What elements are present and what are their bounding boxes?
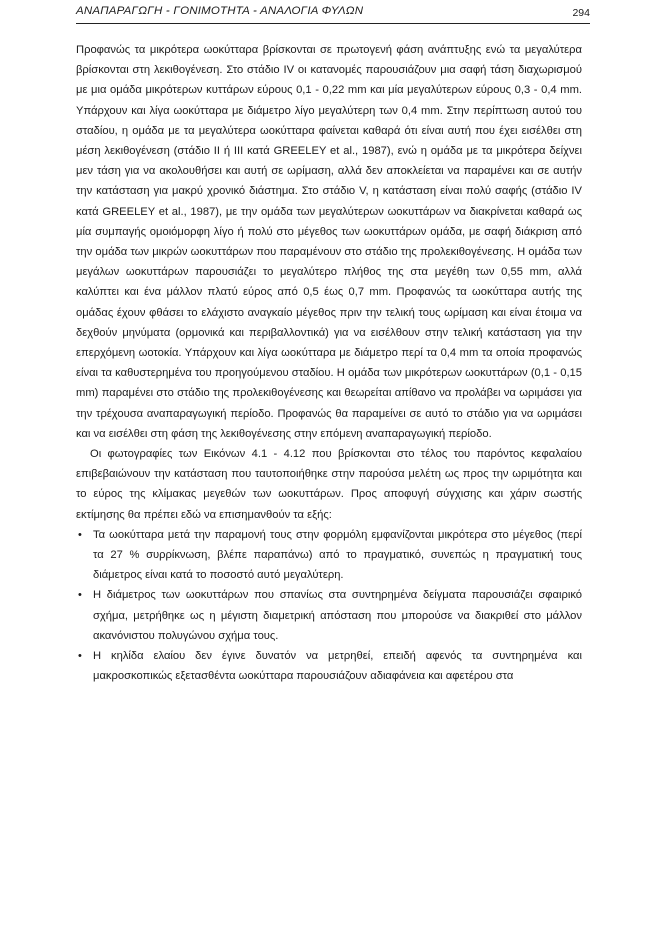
running-header — [76, 5, 590, 24]
bullet-item — [76, 585, 582, 646]
bullet-text: Τα ωοκύτταρα μετά την παραμονή τους στην φορμόλη εμφανίζονται μικρότερα στο μέγεθος (περί τα 27 % συρρίκνωση, βλέπε παραπάνω) από το πραγματικό, συνεπώς η πραγματική τους διάμετρος είναι κατά το ποσοστό αυτό μεγαλύτερη. — [93, 528, 582, 582]
bullet-icon: • — [78, 650, 82, 663]
bullet-text: Η διάμετρος των ωοκυττάρων που σπανίως στα συντηρημένα δείγματα παρουσιάζει σφαιρικό σχήμα, μετρήθηκε ως η μέγιστη διαμετρική απόσταση που μπορούσε να διακριθεί στο μάλλον ακανόνιστου πολυγώνου σχήμα τους. — [93, 589, 582, 642]
bullet-list — [76, 525, 582, 687]
page-number: 294 — [572, 7, 590, 19]
paragraph: Οι φωτογραφίες των Εικόνων 4.1 - 4.12 που βρίσκονται στο τέλος του παρόντος κεφαλαίου επιβεβαιώνουν την κατάσταση που ταυτοποιήθηκε στην παρούσα μελέτη ως προς την ωριμότητα και το εύρος της κλίμακας μεγεθών των ωοκυττάρων. Προς αποφυγή σύγχισης και χάριν σωστής εκτίμησης θα πρέπει εδώ να επισημανθούν τα εξής: — [76, 448, 582, 521]
bullet-text: Η κηλίδα ελαίου δεν έγινε δυνατόν να μετρηθεί, επειδή αφενός τα συντηρημένα και μακροσκοπικώς εξετασθέντα ωοκύτταρα παρουσιάζουν αδιαφάνεια και αφετέρου στα — [93, 650, 582, 683]
bullet-icon: • — [78, 589, 82, 602]
bullet-icon: • — [78, 528, 82, 541]
body-text — [76, 40, 582, 687]
bullet-item — [76, 646, 582, 686]
header-title: ΑΝΑΠΑΡΑΓΩΓΗ - ΓΟΝΙΜΟΤΗΤΑ - ΑΝΑΛΟΓΙΑ ΦΥΛΩΝ — [76, 5, 364, 17]
paragraph: Προφανώς τα μικρότερα ωοκύτταρα βρίσκονται σε πρωτογενή φάση ανάπτυξης ενώ τα μεγαλύτερα βρίσκονται στη λεκιθογένεση. Στο στάδιο IV οι κατανομές παρουσιάζουν μια σαφή τάση διαχωρισμού με μια ομάδα μικρότερων κυττάρων εύρους 0,1 - 0,22 mm και μία μεγαλύτερων εύρους 0,3 - 0,4 mm. Υπάρχουν και λίγα ωοκύτταρα με διάμετρο λίγο μεγαλύτερη των 0,4 mm. Στην περίπτωση αυτού του σταδίου, η ομάδα με τα μεγαλύτερα ωοκύτταρα φαίνεται καθαρά ότι είναι αυτή που έχει εισέλθει στη μέση λεκιθογένεση (στάδιο ΙΙ ή ΙΙΙ κατά GREELEY et al., 1987), ενώ η ομάδα με τα μικρότερα δείχνει μεν τάση για να ακολουθήσει και αυτή σε ωρίμαση, αλλά δεν αποκλείεται να παραμένει και σε αυτήν την κατάσταση για μακρύ χρονικό διάστημα. Στο στάδιο V, η κατάσταση είναι πολύ σαφής (στάδιο IV κατά GREELEY et al., 1987), με την ομάδα των μεγαλύτερων ωοκυττάρων να διακρίνεται καθαρά ως μία συμπαγής ομοιόμορφη λίγο ή πολύ στο μέγεθος των ωοκυττάρων ομάδα, με σαφή διάκριση από την ομάδα των μικρών ωοκυττάρων που παραμένουν στο στάδιο της προλεκιθογένεσης. Η ομάδα των μεγάλων ωοκυττάρων παρουσιάζει το μεγαλύτερο πλήθος της στα μεγέθη των 0,55 mm, αλλά καλύπτει και ένα μάλλον πλατύ εύρος από 0,5 έως 0,7 mm. Προφανώς τα ωοκύτταρα αυτής της ομάδας έχουν φθάσει το ελάχιστο αναγκαίο μέγεθος πριν την τελική τους ωρίμαση και είναι έτοιμα να δεχθούν μηνύματα (ορμονικά και περιβαλλοντικά) για να εισέλθουν στην τελική κατάσταση για την επερχόμενη ωοτοκία. Υπάρχουν και λίγα ωοκύτταρα με διάμετρο περί τα 0,4 mm τα οποία προφανώς είναι τα καθυστερημένα του προηγούμενου σταδίου. Η ομάδα των μικρότερων ωοκυττάρων (0,1 - 0,15 mm) παραμένει στο στάδιο της προλεκιθογένεσης και θεωρείται απίθανο να προλάβει να ωριμάσει για την τρέχουσα αναπαραγωγική περίοδο. Προφανώς θα παραμείνει σε αυτό το στάδιο για να ωριμάσει και να εισέλθει στη φάση της λεκιθογένεσης στην επόμενη αναπαραγωγική περίοδο. — [76, 44, 582, 440]
bullet-item — [76, 525, 582, 586]
